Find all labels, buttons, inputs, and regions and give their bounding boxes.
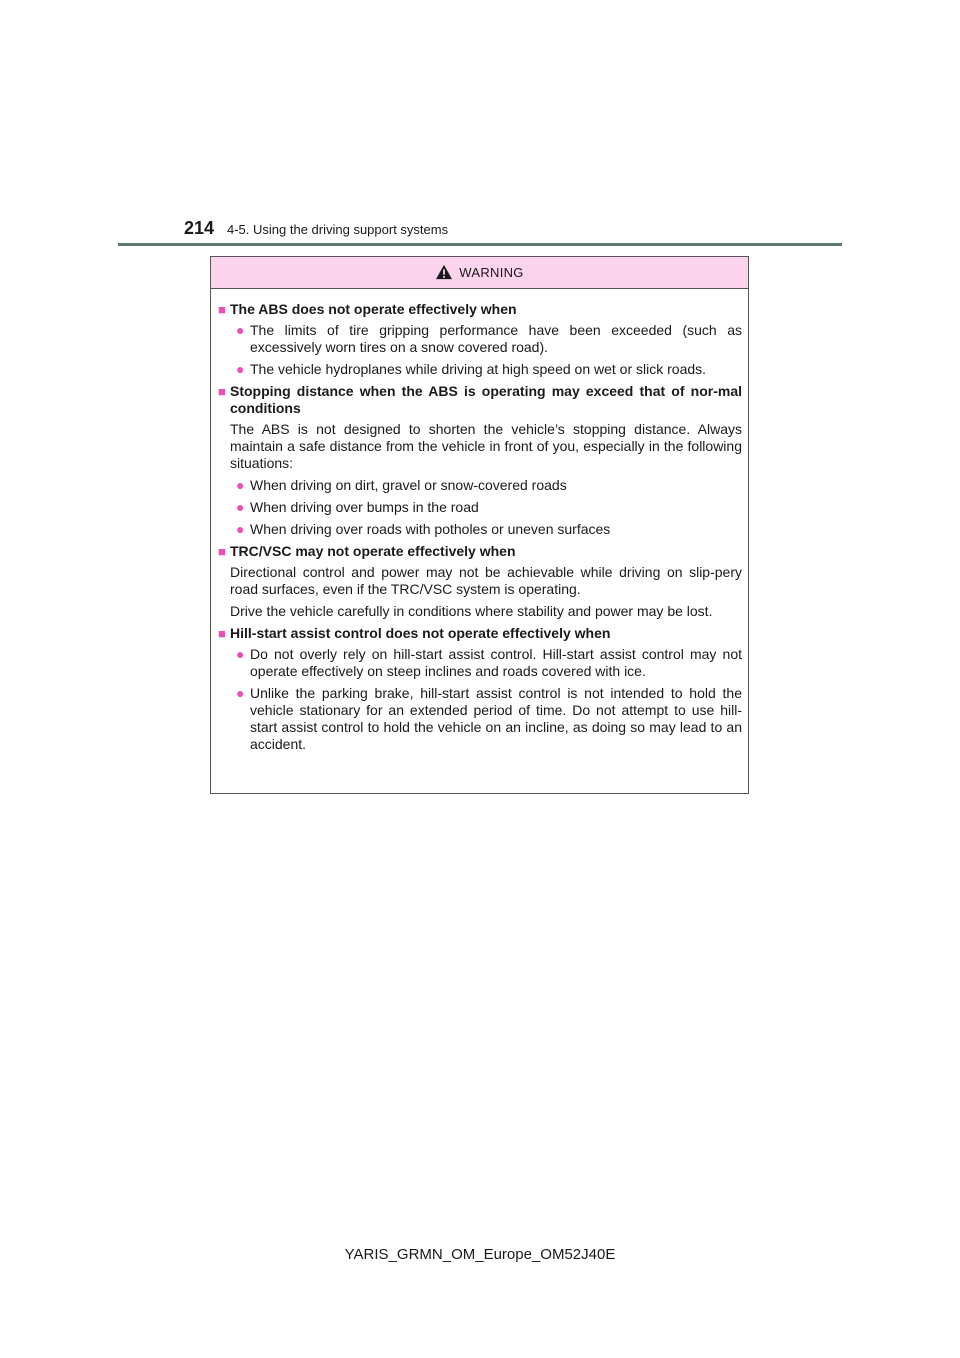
bullet-text: When driving on dirt, gravel or snow-covered roads (250, 477, 567, 493)
bullet-text: Do not overly rely on hill-start assist control. Hill-start assist control may not operate effectively on steep inclines and roads covered with ice. (250, 646, 742, 679)
warning-header (211, 257, 748, 289)
section-heading (218, 383, 742, 417)
square-bullet-icon: ■ (218, 302, 226, 317)
warning-body (211, 289, 748, 753)
section-heading-text: The ABS does not operate effectively when (230, 301, 517, 317)
bullet-item (218, 521, 742, 538)
circle-bullet-icon: ● (236, 477, 245, 493)
section-paragraph: Directional control and power may not be achievable while driving on slip-pery road surfaces, even if the TRC/VSC system is operating. (230, 564, 742, 597)
bullet-text: Unlike the parking brake, hill-start assist control is not intended to hold the vehicle stationary for an extended period of time. Do not attempt to use hill-start assist control to hold the vehicle on an incline, as doing so may lead to an accident. (250, 685, 742, 752)
bullet-text: When driving over bumps in the road (250, 499, 479, 515)
section-heading (218, 301, 742, 318)
section-paragraph: The ABS is not designed to shorten the vehicle’s stopping distance. Always maintain a safe distance from the vehicle in front of you, especially in the following situations: (230, 421, 742, 471)
header-divider (118, 243, 842, 246)
bullet-text: The limits of tire gripping performance have been exceeded (such as excessively worn tires on a snow covered road). (250, 322, 742, 355)
section-heading-text: Stopping distance when the ABS is operating may exceed that of nor-mal conditions (230, 383, 742, 416)
bullet-item (218, 361, 742, 378)
circle-bullet-icon: ● (236, 361, 245, 377)
square-bullet-icon: ■ (218, 384, 226, 399)
bullet-text: The vehicle hydroplanes while driving at high speed on wet or slick roads. (250, 361, 707, 377)
square-bullet-icon: ■ (218, 626, 226, 641)
section-heading-text: TRC/VSC may not operate effectively when (230, 543, 516, 559)
square-bullet-icon: ■ (218, 544, 226, 559)
bullet-item (218, 477, 742, 494)
footer-document-code: YARIS_GRMN_OM_Europe_OM52J40E (344, 1246, 616, 1263)
bullet-item (218, 685, 742, 753)
section-heading (218, 543, 742, 560)
warning-triangle-icon (435, 264, 453, 280)
section-heading (218, 625, 742, 642)
section-heading-text: Hill-start assist control does not operate effectively when (230, 625, 611, 641)
circle-bullet-icon: ● (236, 646, 245, 662)
warning-box (210, 256, 749, 794)
bullet-text: When driving over roads with potholes or uneven surfaces (250, 521, 611, 537)
bullet-item (218, 646, 742, 680)
circle-bullet-icon: ● (236, 499, 245, 515)
circle-bullet-icon: ● (236, 685, 245, 701)
circle-bullet-icon: ● (236, 521, 245, 537)
section-title: 4-5. Using the driving support systems (227, 222, 449, 237)
section-paragraph: Drive the vehicle carefully in conditions where stability and power may be lost. (230, 603, 713, 619)
warning-title: WARNING (459, 265, 524, 280)
bullet-item (218, 322, 742, 356)
circle-bullet-icon: ● (236, 322, 245, 338)
bullet-item (218, 499, 742, 516)
page-number: 214 (184, 218, 215, 238)
